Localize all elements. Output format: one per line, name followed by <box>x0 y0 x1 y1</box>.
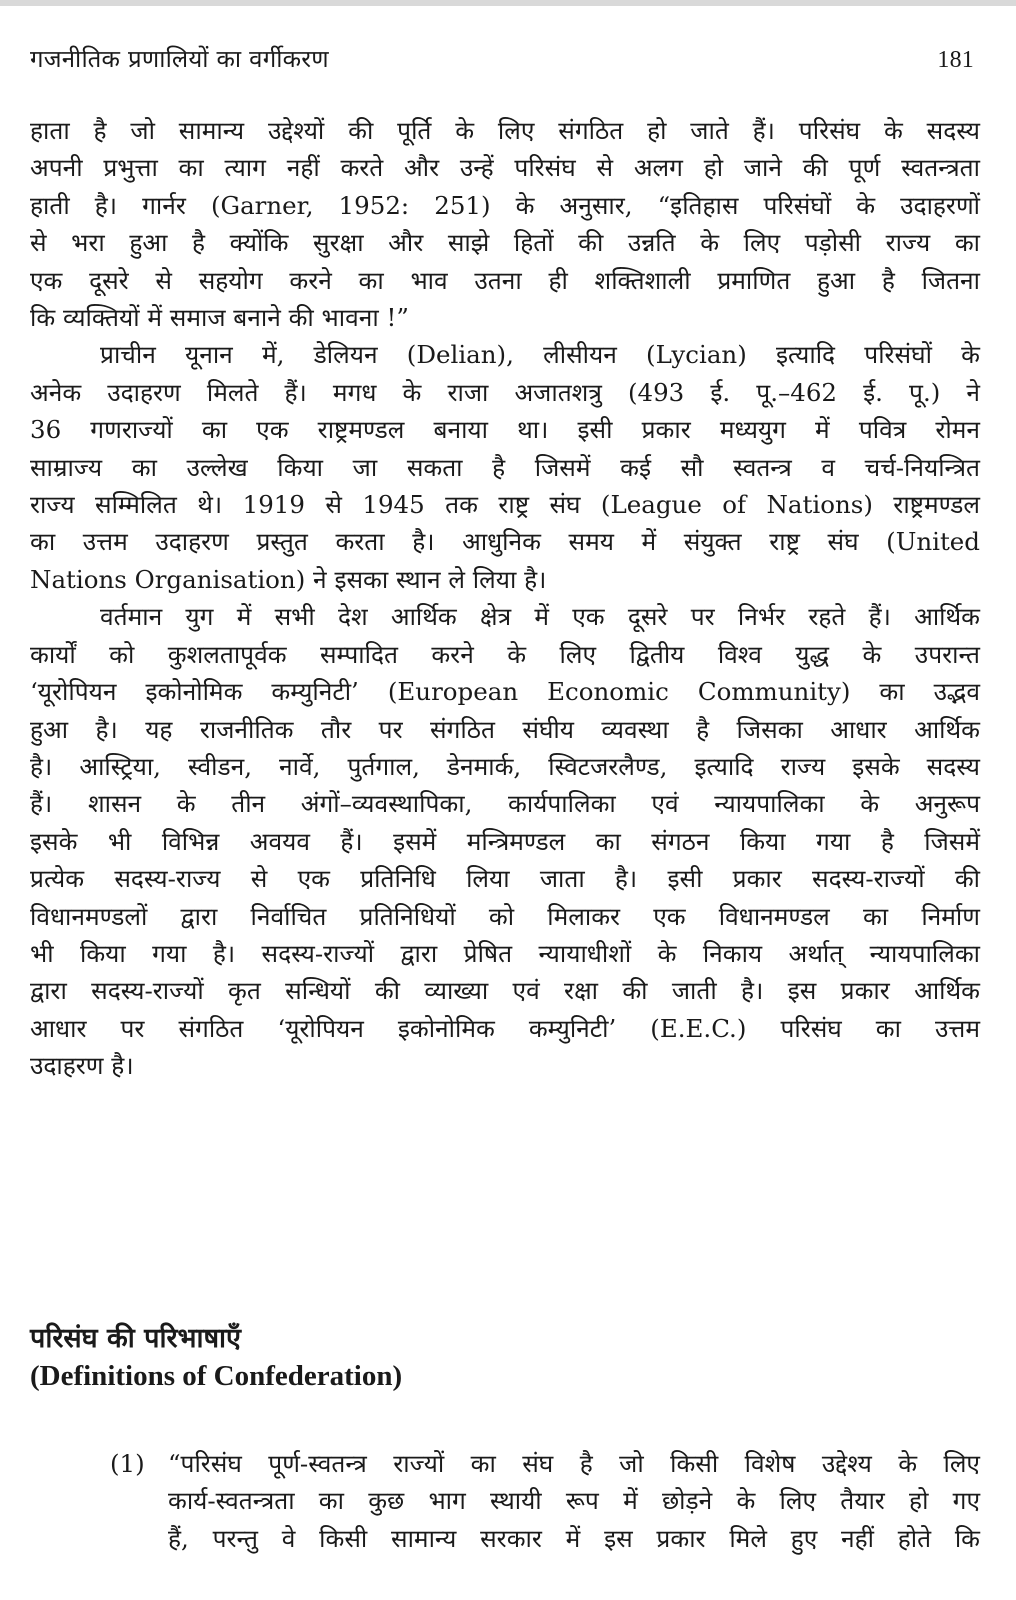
section-heading-hindi: परिसंघ की परिभाषाएँ <box>30 1323 241 1354</box>
text-line: हैं, परन्तु वे किसी सामान्य सरकार में इस प्रकार मिले हुए नहीं होते कि <box>168 1523 980 1553</box>
paragraph-2 <box>30 336 980 598</box>
text-line: अनेक उदाहरण मिलते हैं। मगध के राजा अजातशत्रु (493 ई. पू.–462 ई. पू.) ने <box>30 377 980 407</box>
text-line: कि व्यक्तियों में समाज बनाने की भावना !” <box>30 303 409 333</box>
text-line: से भरा हुआ है क्योंकि सुरक्षा और साझे हितों की उन्नति के लिए पड़ोसी राज्य का <box>30 228 980 258</box>
body-text <box>30 112 980 1085</box>
text-line: प्रत्येक सदस्य-राज्य से एक प्रतिनिधि लिया जाता है। इसी प्रकार सदस्य-राज्यों की <box>30 864 980 894</box>
paragraph-3 <box>30 598 980 1084</box>
text-line: प्राचीन यूनान में, डेलियन (Delian), लीसीयन (Lycian) इत्यादि परिसंघों के <box>100 340 980 370</box>
running-head <box>30 42 980 75</box>
section-heading-english: (Definitions of Confederation) <box>30 1360 403 1392</box>
text-line: कार्य-स्वतन्त्रता का कुछ भाग स्थायी रूप में छोड़ने के लिए तैयार हो गए <box>168 1486 980 1516</box>
text-line: हाती है। गार्नर (Garner, 1952: 251) के अनुसार, “इतिहास परिसंघों के उदाहरणों <box>30 190 980 220</box>
text-line: कार्यों को कुशलतापूर्वक सम्पादित करने के लिए द्वितीय विश्व युद्ध के उपरान्त <box>30 639 980 669</box>
top-edge-bar <box>0 0 1016 6</box>
text-line: उदाहरण है। <box>30 1051 134 1081</box>
text-line: साम्राज्य का उल्लेख किया जा सकता है जिसमें कई सौ स्वतन्त्र व चर्च-नियन्त्रित <box>30 452 980 482</box>
text-line: आधार पर संगठित ‘यूरोपियन इकोनोमिक कम्युनिटी’ (E.E.C.) परिसंघ का उत्तम <box>30 1013 980 1043</box>
page-number: 181 <box>937 47 974 73</box>
text-line: अपनी प्रभुत्ता का त्याग नहीं करते और उन्हें परिसंघ से अलग हो जाने की पूर्ण स्वतन्त्रता <box>30 153 980 183</box>
text-line: ‘यूरोपियन इकोनोमिक कम्युनिटी’ (European Economic Community) का उद्भव <box>30 677 980 707</box>
text-line: Nations Organisation) ने इसका स्थान ले लिया है। <box>30 564 547 594</box>
text-line: हैं। शासन के तीन अंगों–व्यवस्थापिका, कार्यपालिका एवं न्यायपालिका के अनुरूप <box>30 789 980 819</box>
text-line: इसके भी विभिन्न अवयव हैं। इसमें मन्त्रिमण्डल का संगठन किया गया है जिसमें <box>30 826 980 856</box>
text-line: 36 गणराज्यों का एक राष्ट्रमण्डल बनाया था। इसी प्रकार मध्ययुग में पवित्र रोमन <box>30 415 980 445</box>
text-line: “परिसंघ पूर्ण-स्वतन्त्र राज्यों का संघ है जो किसी विशेष उद्देश्य के लिए <box>168 1449 980 1478</box>
text-line: है। आस्ट्रिया, स्वीडन, नार्वे, पुर्तगाल, डेनमार्क, स्विटजरलैण्ड, इत्यादि राज्य इसके सदस्य <box>30 751 980 781</box>
text-line: हाता है जो सामान्य उद्देश्यों की पूर्ति के लिए संगठित हो जाते हैं। परिसंघ के सदस्य <box>30 116 980 145</box>
paragraph-1 <box>30 112 980 336</box>
text-line: हुआ है। यह राजनीतिक तौर पर संगठित संघीय व्यवस्था है जिसका आधार आर्थिक <box>30 714 980 744</box>
definition-text <box>168 1445 980 1557</box>
text-line: का उत्तम उदाहरण प्रस्तुत करता है। आधुनिक समय में संयुक्त राष्ट्र संघ (United <box>30 527 980 557</box>
text-line: भी किया गया है। सदस्य-राज्यों द्वारा प्रेषित न्यायाधीशों के निकाय अर्थात् न्यायपालिका <box>30 938 980 968</box>
text-line: राज्य सम्मिलित थे। 1919 से 1945 तक राष्ट्र संघ (League of Nations) राष्ट्रमण्डल <box>30 490 980 520</box>
text-line: द्वारा सदस्य-राज्यों कृत सन्धियों की व्याख्या एवं रक्षा की जाती है। इस प्रकार आर्थिक <box>30 976 980 1006</box>
chapter-title: गजनीतिक प्रणालियों का वर्गीकरण <box>30 45 329 73</box>
text-line: एक दूसरे से सहयोग करने का भाव उतना ही शक्तिशाली प्रमाणित हुआ है जितना <box>30 265 980 295</box>
text-line: विधानमण्डलों द्वारा निर्वाचित प्रतिनिधियों को मिलाकर एक विधानमण्डल का निर्माण <box>30 901 980 931</box>
definition-number: (1) <box>110 1449 145 1478</box>
definition-item <box>110 1445 980 1557</box>
text-line: वर्तमान युग में सभी देश आर्थिक क्षेत्र में एक दूसरे पर निर्भर रहते हैं। आर्थिक <box>100 602 980 632</box>
